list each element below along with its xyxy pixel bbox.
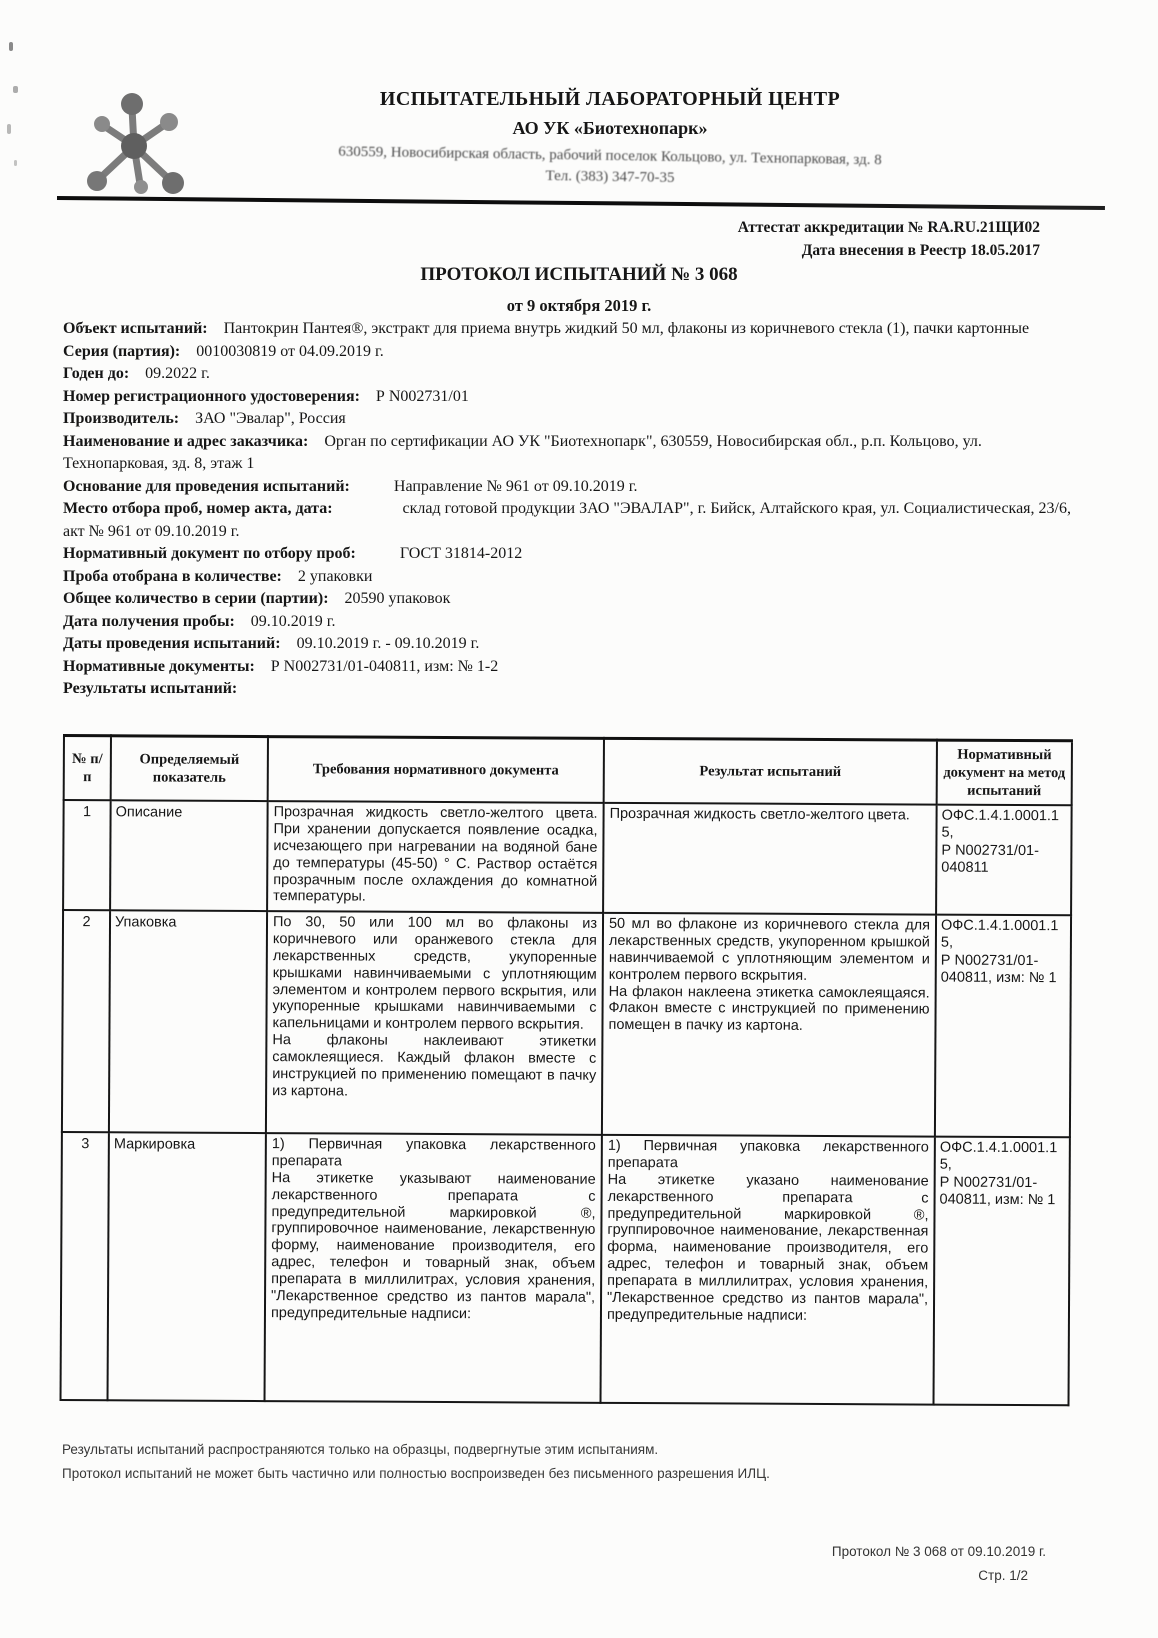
- table-row: [63, 800, 1072, 915]
- field-label: Нормативный документ по отбору проб:: [63, 545, 356, 562]
- cell-requirement: Прозрачная жидкость светло-желтого цвета. При хранении допускается появление осадка, исчезающего при нагревании на водяной бане до температуры (45-50) ° С. Раствор остаётся прозрачным после охлаждения до комнатной температуры.: [267, 801, 604, 913]
- column-header-result: Результат испытаний: [604, 738, 937, 805]
- field-row: [63, 543, 1077, 566]
- footer-notes: [62, 1438, 1062, 1485]
- field-value: ЗАО "Эвалар", Россия: [195, 410, 346, 427]
- cell-method: ОФС.1.4.1.0001.15, Р N002731/01-040811: [936, 805, 1072, 916]
- cell-indicator: Маркировка: [108, 1133, 266, 1402]
- results-section-label: Результаты испытаний:: [63, 680, 238, 697]
- field-label: Объект испытаний:: [63, 320, 208, 337]
- field-label: Даты проведения испытаний:: [63, 635, 281, 652]
- org-phone: Тел. (383) 347-70-35: [545, 167, 675, 187]
- footer-note-2: Протокол испытаний не может быть частично или полностью воспроизведен без письменного разрешения ИЛЦ.: [62, 1465, 770, 1481]
- org-name-line2: АО УК «Биотехнопарк»: [512, 118, 708, 138]
- cell-requirement: По 30, 50 или 100 мл во флаконы из коричневого или оранжевого стекла для лекарственных средств, укупоренные крышками навинчиваемыми с уплотняющим элементом и контролем первого вскрытия, или укупоренные крышками навинчиваемыми с капельницами и контролем первого вскрытия. На флаконы наклеивают этикетки самоклеящиеся. Каждый флакон вместе с инструкцией по применению помещают в пачку из картона.: [266, 911, 603, 1135]
- field-row: [63, 363, 1077, 386]
- column-header-method: Нормативный документ на метод испытаний: [937, 740, 1072, 806]
- column-header-requirement: Требования нормативного документа: [268, 737, 604, 804]
- molecule-logo-icon: [80, 86, 190, 204]
- results-table: [60, 734, 1073, 1407]
- column-header-num: № п/п: [64, 736, 111, 801]
- field-value: Р N002731/01: [375, 387, 469, 405]
- cell-result: 50 мл во флаконе из коричневого стекла для лекарственных средств, укупоренном крышкой навинчиваемой с уплотняющим элементом и контролем первого вскрытия. На флакон наклеена этикетка самоклеящаяся. Флакон вместе с инструкцией по применению помещен в пачку из картона.: [602, 913, 936, 1137]
- field-label: Общее количество в серии (партии):: [63, 590, 329, 607]
- cell-num: 1: [63, 800, 111, 910]
- scan-artifact: [9, 42, 13, 51]
- field-label: Основание для проведения испытаний:: [63, 477, 350, 495]
- cell-num: 2: [62, 910, 110, 1132]
- field-row: [63, 498, 1077, 543]
- field-value: Пантокрин Пантея®, экстракт для приема внутрь жидкий 50 мл, флаконы из коричневого стекла (1), пачки картонные: [223, 320, 1030, 337]
- field-row: [63, 633, 1077, 656]
- org-name-line1: ИСПЫТАТЕЛЬНЫЙ ЛАБОРАТОРНЫЙ ЦЕНТР: [379, 88, 841, 110]
- table-row: [62, 910, 1071, 1137]
- org-address: 630559, Новосибирская область, рабочий поселок Кольцово, ул. Технопарковая, зд. 8: [338, 143, 882, 169]
- column-header-indicator: Определяемый показатель: [111, 736, 268, 802]
- field-label: Место отбора проб, номер акта, дата:: [63, 500, 333, 517]
- field-label: Серия (партия):: [63, 342, 181, 360]
- table-header-row: [64, 736, 1072, 806]
- field-value: склад готовой продукции ЗАО "ЭВАЛАР", г. Бийск, Алтайского края, ул. Социалистическая, 23/6, акт № 961 от 09.10.2019 г.: [63, 500, 1071, 540]
- cell-requirement: 1) Первичная упаковка лекарственного препарата На этикетке указывают наименование лекарственного препарата с предупредительной маркировкой ®, группировочное наименование, лекарственную форму, наименование производителя, его адрес, телефон и товарный знак, объем препарата в миллилитрах, условия хранения, "Лекарственное средство из пантов марала", предупредительные надписи:: [265, 1133, 602, 1403]
- field-value: 20590 упаковок: [344, 590, 451, 607]
- cell-method: ОФС.1.4.1.0001.15, Р N002731/01-040811, изм: № 1: [933, 1137, 1069, 1406]
- field-row: [63, 656, 1077, 679]
- field-value: 09.10.2019 г.: [250, 612, 336, 630]
- field-label: Годен до:: [63, 365, 130, 382]
- scan-artifact: [14, 160, 17, 166]
- field-value: 0010030819 от 04.09.2019 г.: [196, 342, 384, 360]
- field-label: Производитель:: [63, 410, 180, 427]
- cell-indicator: Описание: [110, 801, 268, 912]
- field-value: Направление № 961 от 09.10.2019 г.: [393, 477, 638, 495]
- footer-note-1: Результаты испытаний распространяются только на образцы, подвергнутые этим испытаниям.: [62, 1442, 659, 1457]
- protocol-date: от 9 октября 2019 г.: [506, 296, 652, 315]
- field-label: Дата получения пробы:: [63, 612, 235, 630]
- field-value: 2 упаковки: [297, 567, 373, 585]
- protocol-fields: [63, 318, 1077, 701]
- field-label: Проба отобрана в количестве:: [63, 567, 282, 585]
- header-divider: [57, 196, 1105, 210]
- accreditation-number: Аттестат аккредитации № RA.RU.21ЩИ02: [737, 219, 1040, 236]
- field-row: [63, 431, 1077, 476]
- field-value: 09.2022 г.: [145, 365, 210, 382]
- field-value: ГОСТ 31814-2012: [399, 545, 523, 562]
- field-label: Нормативные документы:: [63, 657, 255, 675]
- field-row: [63, 408, 1077, 431]
- field-row: [63, 341, 1077, 364]
- field-value: 09.10.2019 г. - 09.10.2019 г.: [296, 635, 480, 652]
- field-value: Орган по сертификации АО УК "Биотехнопарк", 630559, Новосибирская обл., р.п. Кольцово, ул. Технопарковая, зд. 8, этаж 1: [63, 432, 982, 472]
- letterhead: [180, 88, 1040, 186]
- field-row: [63, 476, 1077, 499]
- field-row: [63, 318, 1077, 341]
- registry-date: Дата внесения в Реестр 18.05.2017: [801, 242, 1040, 259]
- page-number: Стр. 1/2: [978, 1568, 1028, 1583]
- field-row: [63, 588, 1077, 611]
- field-row: [63, 566, 1077, 589]
- field-label: Номер регистрационного удостоверения:: [63, 387, 360, 405]
- cell-result: Прозрачная жидкость светло-желтого цвета.: [603, 803, 937, 915]
- protocol-title: ПРОТОКОЛ ИСПЫТАНИЙ № 3 068: [420, 264, 738, 285]
- table-row: [61, 1132, 1070, 1405]
- field-label: Наименование и адрес заказчика:: [63, 432, 309, 450]
- cell-indicator: Упаковка: [109, 911, 267, 1134]
- scan-artifact: [13, 86, 18, 93]
- cell-num: 3: [61, 1132, 109, 1400]
- field-value: Р N002731/01-040811, изм: № 1-2: [270, 657, 499, 675]
- cell-method: ОФС.1.4.1.0001.15, Р N002731/01-040811, изм: № 1: [935, 915, 1071, 1138]
- scan-artifact: [7, 124, 11, 134]
- accreditation-block: [738, 216, 1040, 262]
- field-row: [63, 611, 1077, 634]
- cell-result: 1) Первичная упаковка лекарственного препарата На этикетке указано наименование лекарственного препарата с предупредительной маркировкой ®, группировочное наименование, лекарственная форма, наименование производителя, его адрес, телефон и товарный знак, объем препарата в миллилитрах, условия хранения, "Лекарственное средство из пантов марала", предупредительные надписи:: [601, 1135, 935, 1405]
- field-row: [63, 386, 1077, 409]
- protocol-reference: Протокол № 3 068 от 09.10.2019 г.: [831, 1544, 1046, 1559]
